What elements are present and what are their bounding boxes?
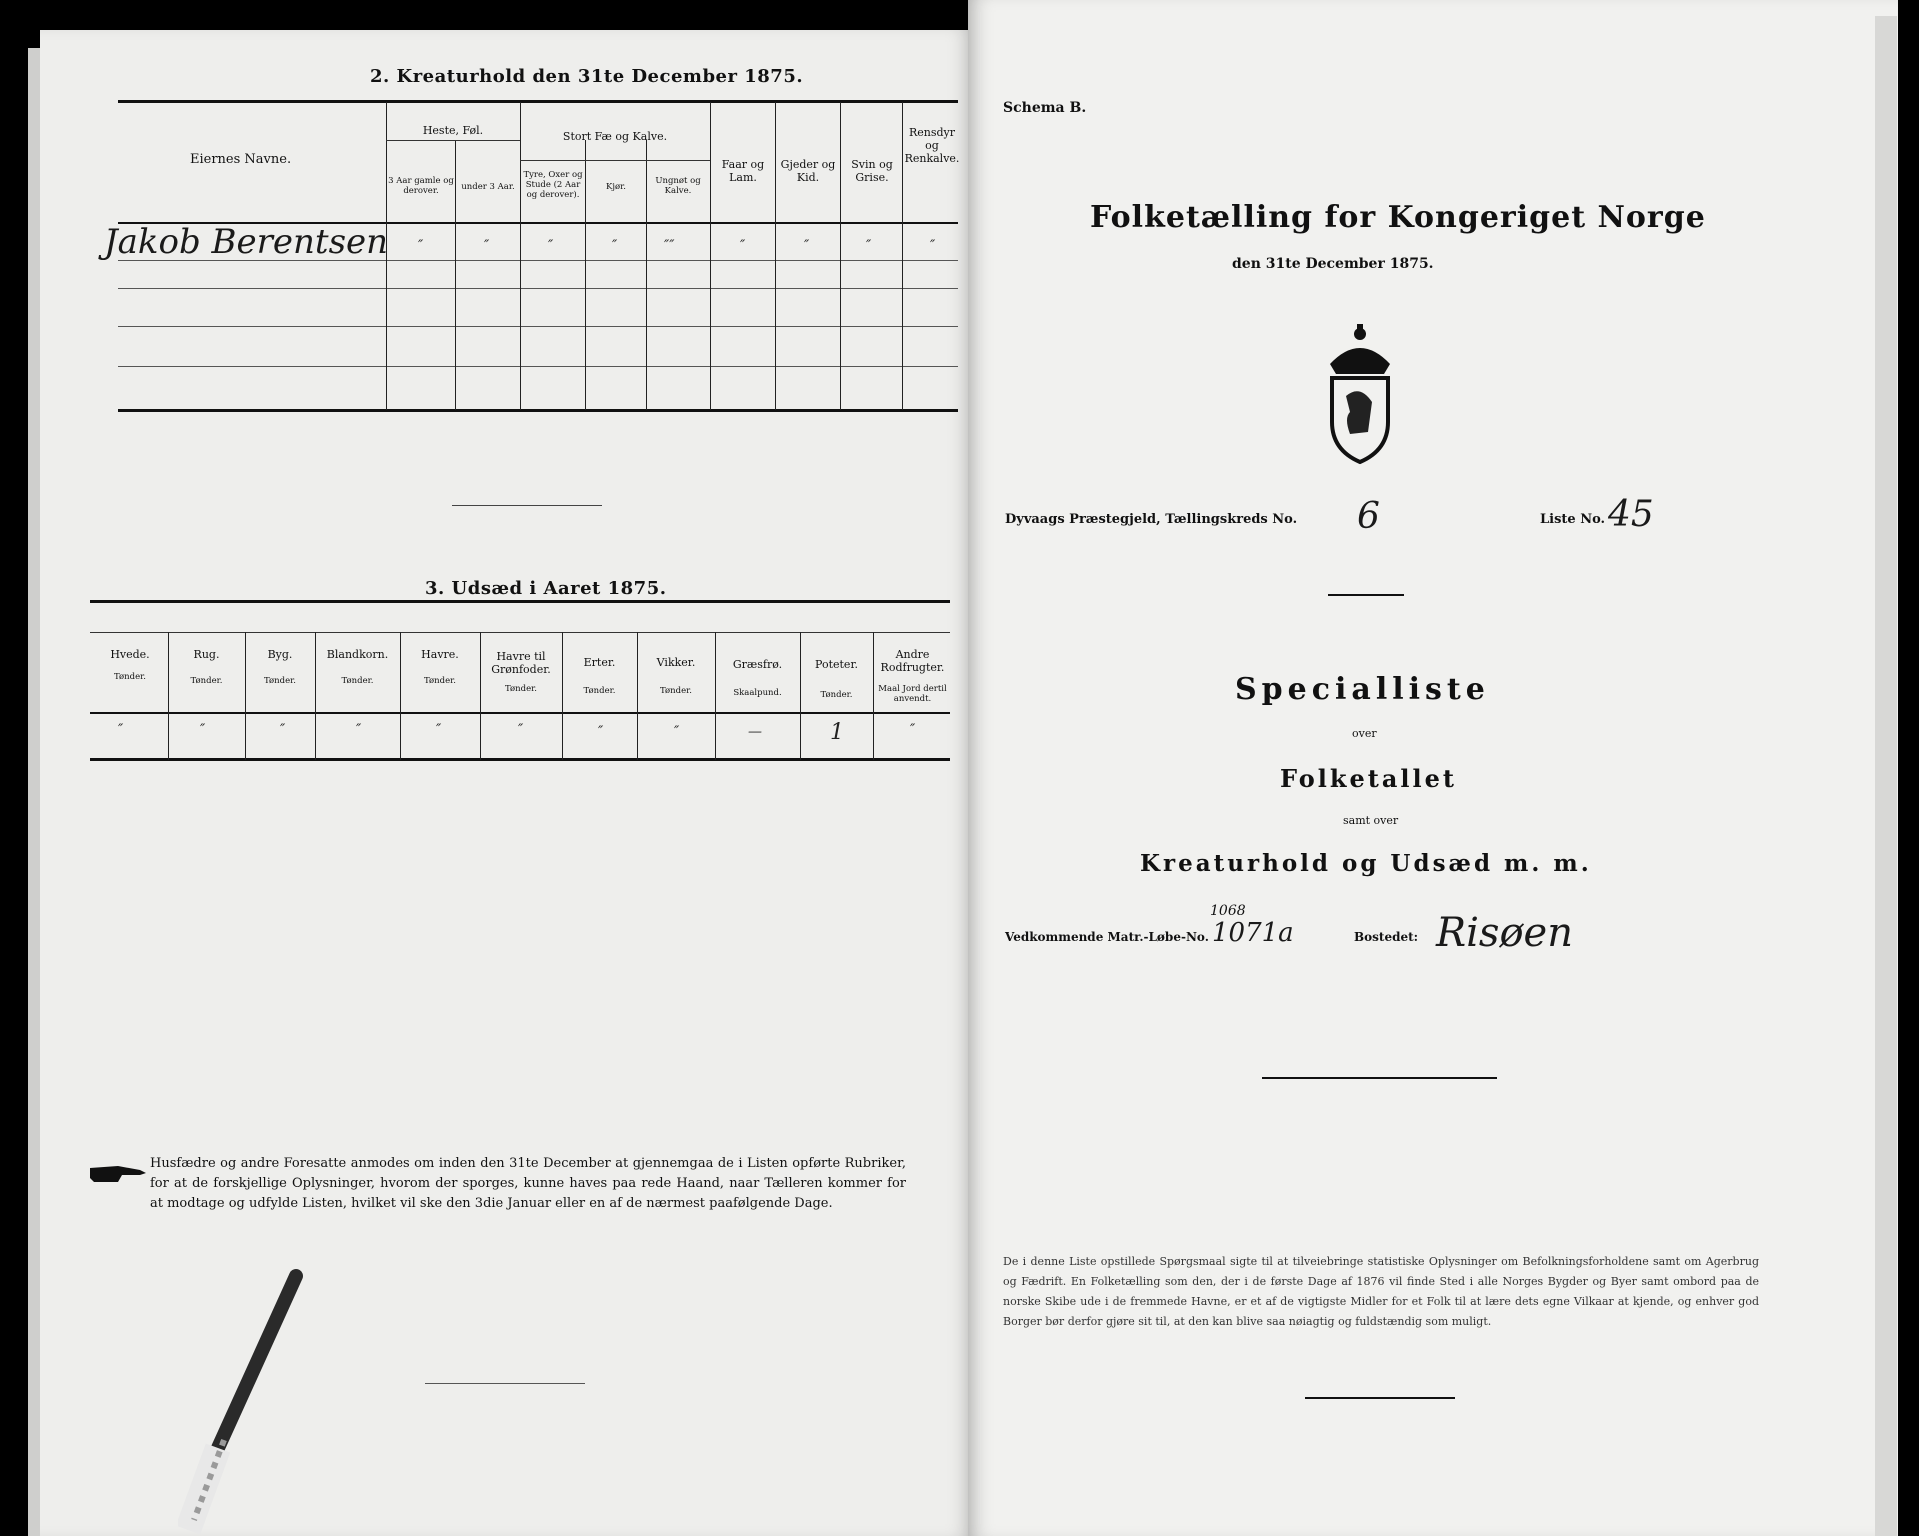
over-label-1: over [1352, 727, 1377, 740]
schema-label: Schema B. [1003, 100, 1087, 116]
coat-of-arms-icon [1320, 322, 1400, 466]
table3-bottom-rule [90, 758, 950, 761]
liste-label: Liste No. [1540, 512, 1606, 527]
matr-value: 1071a [1212, 918, 1294, 948]
col-vikker: Vikker. [656, 656, 696, 669]
section3-title: 3. Udsæd i Aaret 1875. [425, 578, 667, 599]
val-vikker: ″ [674, 724, 680, 740]
col-tyre: Tyre, Oxer og Stude (2 Aar og derover). [523, 170, 583, 200]
col-blandkorn: Blandkorn. [326, 648, 389, 661]
notice-text: Husfædre og andre Foresatte anmodes om inden den 31te December at gjennemgaa de i Listen opførte Rubriker, for at de forskjellige Oplysninger, hvorom der sporges, kunne haves paa rede Haand, naar Tælleren kommer for at modtage og udfylde Listen, hvilket vil ske den 3die Januar eller en af de nærmest paafølgende Dage. [150, 1156, 906, 1211]
val-havre-gronfoder: ″ [518, 722, 524, 738]
page-edge-right [1875, 16, 1897, 1536]
mark-ungnot: ″″ [664, 238, 675, 254]
mark-heste-under: ″ [484, 238, 490, 254]
mark-tyre: ″ [548, 238, 554, 254]
mark-svin: ″ [866, 238, 872, 254]
divider-short [452, 505, 602, 506]
col-graesfro: Græsfrø. [732, 658, 783, 671]
owner-name: Jakob Berentsen [104, 222, 389, 262]
mark-faar: ″ [740, 238, 746, 254]
table3-top-rule [90, 600, 950, 603]
group-stort-fae: Stort Fæ og Kalve. [562, 130, 668, 143]
col-erter: Erter. [583, 656, 616, 669]
mark-gjeder: ″ [804, 238, 810, 254]
val-andre-rodfrugter: ″ [910, 722, 916, 738]
val-graesfro: — [748, 724, 762, 740]
pen-icon [178, 1268, 308, 1536]
owner-header: Eiernes Navne. [190, 152, 292, 167]
col-hvede: Hvede. [110, 648, 150, 661]
col-byg: Byg. [267, 648, 293, 661]
matr-label: Vedkommende Matr.-Løbe-No. [1005, 930, 1209, 944]
kreds-number: 6 [1357, 496, 1380, 537]
samt-over-label: samt over [1343, 814, 1399, 827]
col-faar: Faar og Lam. [721, 158, 765, 184]
val-havre: ″ [436, 722, 442, 738]
col-ungnot: Ungnøt og Kalve. [655, 176, 701, 196]
mark-heste-3aar: ″ [418, 238, 424, 254]
census-date: den 31te December 1875. [1232, 256, 1434, 272]
mark-rensdyr: ″ [930, 238, 936, 254]
col-havre: Havre. [421, 648, 459, 661]
val-poteter: 1 [830, 720, 844, 745]
col-heste-under: under 3 Aar. [461, 182, 515, 192]
mark-kjor: ″ [612, 238, 618, 254]
group-heste: Heste, Føl. [422, 124, 484, 137]
val-hvede: ″ [118, 722, 124, 738]
bostedet-value: Risøen [1436, 910, 1573, 956]
val-erter: ″ [598, 724, 604, 740]
table2-bottom-rule [118, 409, 958, 412]
main-title: Folketælling for Kongeriget Norge [1090, 200, 1706, 235]
col-gjeder: Gjeder og Kid. [780, 158, 836, 184]
table2-top-rule [118, 100, 958, 103]
col-rug: Rug. [193, 648, 220, 661]
val-blandkorn: ″ [356, 722, 362, 738]
footnote-text: De i denne Liste opstillede Spørgsmaal sigte til at tilveiebringe statistiske Oplysninger om Befolkningsforholdene samt om Agerbrug og Fædrift. En Folketælling som den, der i de første Dage af 1876 vil finde Sted i alle Norges Bygder og Byer samt ombord paa de norske Skibe ude i de fremmede Havne, er et af de vigtigste Midler for et Folk til at lære dets egne Vilkaar at kjende, og enhver god Borger bør derfor gjøre sit til, at den kan blive saa nøiagtig og fuldstændig som muligt. [1003, 1255, 1759, 1328]
location-label: Dyvaags Præstegjeld, Tællingskreds No. [1005, 512, 1298, 527]
col-rensdyr: Rensdyr og Renkalve. [904, 126, 960, 165]
liste-number: 45 [1608, 494, 1654, 535]
folketallet-heading: Folketallet [1280, 764, 1457, 793]
col-havre-gronfoder: Havre til Grønfoder. [491, 650, 551, 676]
val-rug: ″ [200, 722, 206, 738]
col-poteter: Poteter. [815, 658, 858, 671]
specialliste-heading: Specialliste [1235, 672, 1490, 707]
pointing-hand-icon [88, 1160, 148, 1186]
matr-superscript: 1068 [1210, 903, 1246, 919]
col-andre-rodfrugter: Andre Rodfrugter. [880, 648, 945, 674]
col-svin: Svin og Grise. [851, 158, 893, 184]
section2-title: 2. Kreaturhold den 31te December 1875. [370, 66, 804, 87]
col-heste-3aar: 3 Aar gamle og derover. [388, 176, 454, 196]
val-byg: ″ [280, 722, 286, 738]
col-kjor: Kjør. [606, 182, 626, 192]
kreaturhold-heading: Kreaturhold og Udsæd m. m. [1140, 850, 1592, 877]
bostedet-label: Bostedet: [1354, 930, 1419, 944]
